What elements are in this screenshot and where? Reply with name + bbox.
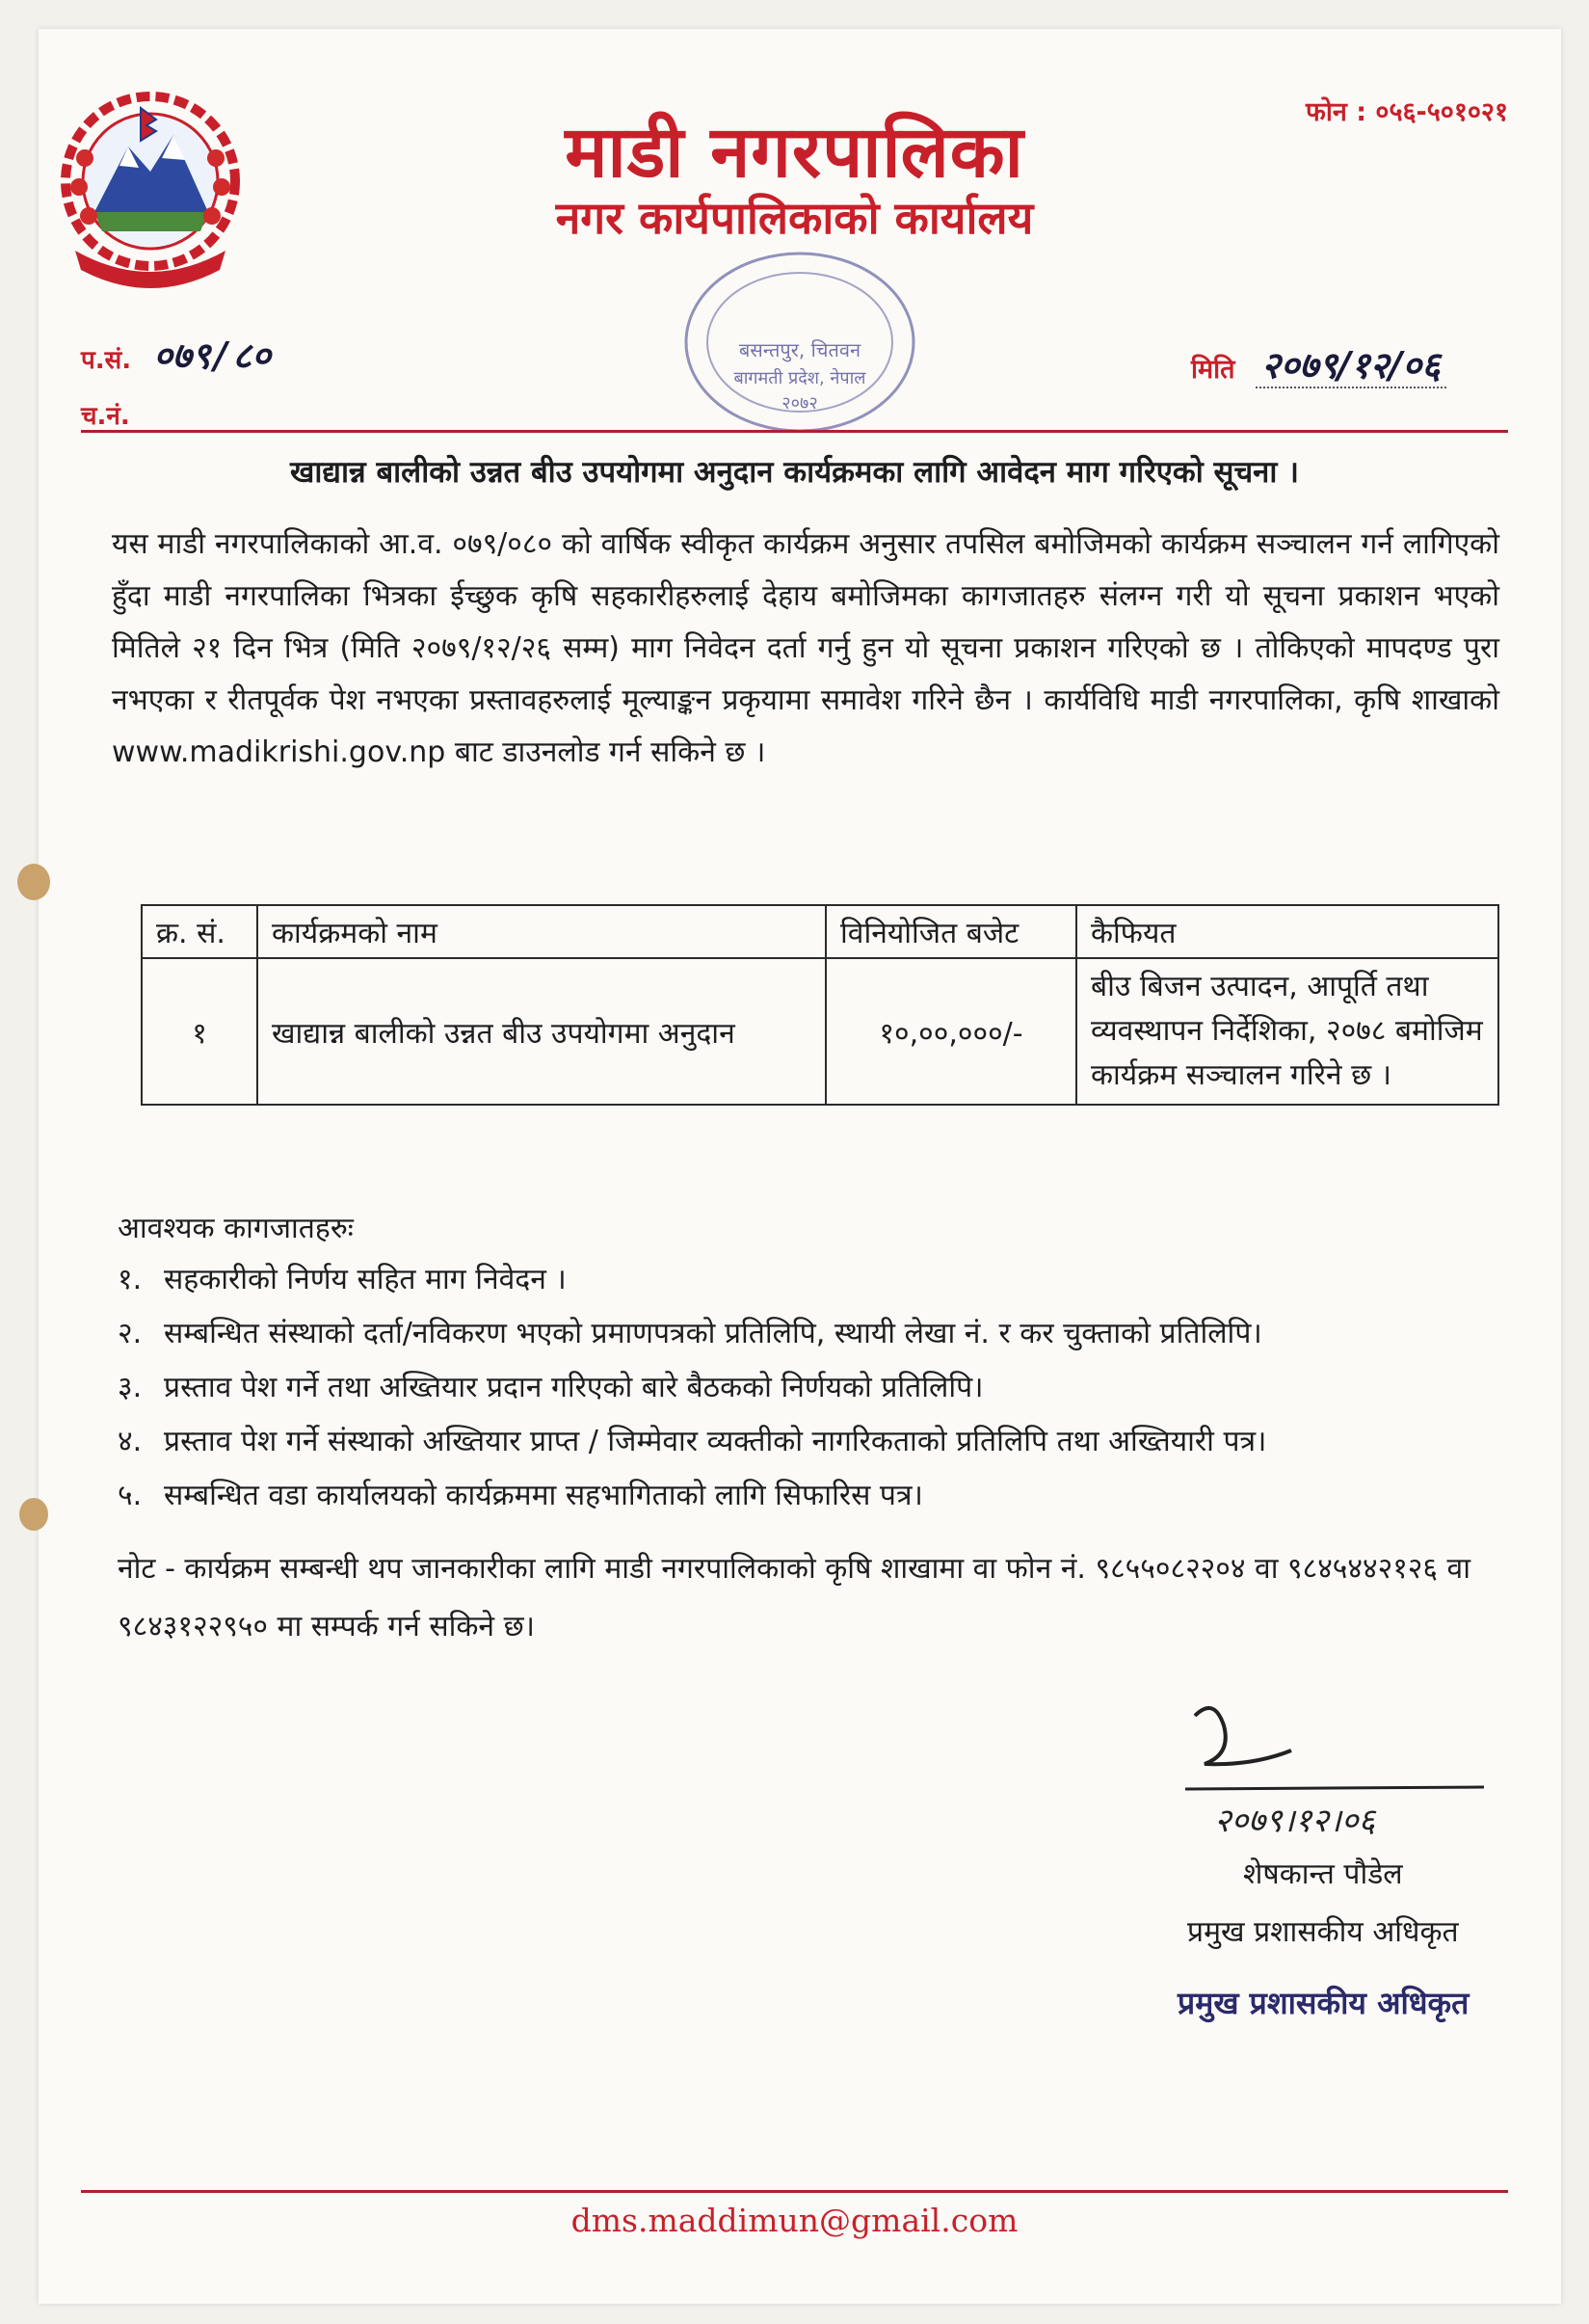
- col-serial: क्र. सं.: [142, 905, 257, 958]
- cell-budget: १०,००,०००/-: [826, 958, 1076, 1105]
- date-value: २०७९/१२/०६: [1256, 344, 1446, 388]
- phone-line: [1306, 93, 1508, 128]
- table-row: [142, 958, 1498, 1105]
- col-program-name: कार्यक्रमको नाम: [257, 905, 826, 958]
- item-number: ३.: [118, 1371, 143, 1404]
- phone-label: फोन :: [1306, 97, 1367, 127]
- list-item: [118, 1469, 1505, 1523]
- notice-subject: खाद्यान्न बालीको उन्नत बीउ उपयोगमा अनुदान कार्यक्रमका लागि आवेदन माग गरिएको सूचना ।: [290, 455, 1299, 490]
- punch-hole-mark: [17, 864, 50, 900]
- footer-email: dms.maddimun@gmail.com: [570, 2202, 1019, 2239]
- item-text: सहकारीको निर्णय सहित माग निवेदन ।: [164, 1263, 567, 1296]
- reference-number: [81, 330, 271, 380]
- punch-hole-mark: [19, 1498, 48, 1531]
- list-item: [118, 1307, 1505, 1361]
- cell-serial: १: [142, 958, 257, 1105]
- dispatch-number: च.नं.: [81, 402, 130, 431]
- seal-line2: बागमती प्रदेश, नेपाल: [733, 368, 866, 388]
- seal-line1: बसन्तपुर, चितवन: [738, 338, 861, 361]
- contact-note: नोट - कार्यक्रम सम्बन्धी थप जानकारीका लागि माडी नगरपालिकाको कृषि शाखामा वा फोन नं. ९८५५०८२२०४ वा ९८४५४४२१२६ वा ९८४३१२२९५० मा सम्पर्क गर्न सकिने छ।: [118, 1552, 1470, 1643]
- office-seal-stamp-icon: [675, 241, 925, 443]
- list-item: [118, 1253, 1505, 1307]
- item-text: सम्बन्धित वडा कार्यालयको कार्यक्रममा सहभागिताको लागि सिफारिस पत्र।: [164, 1479, 923, 1512]
- ps-label: प.सं.: [81, 346, 132, 375]
- list-item: [118, 1415, 1505, 1469]
- signatory-title: प्रमुख प्रशासकीय अधिकृत: [1187, 1915, 1459, 1949]
- item-number: १.: [118, 1263, 143, 1296]
- item-number: ५.: [118, 1479, 143, 1512]
- notice-body: यस माडी नगरपालिकाको आ.व. ०७९/०८० को वार्षिक स्वीकृत कार्यक्रम अनुसार तपसिल बमोजिमको कार्यक्रम सञ्चालन गर्न लागिएको हुँदा माडी नगरपालिका भित्रका ईच्छुक कृषि सहकारीहरुलाई देहाय बमोजिमका कागजातहरु संलग्न गरी यो सूचना प्रकाशन भएको मितिले २१ दिन भित्र (मिति २०७९/१२/२६ सम्म) माग निवेदन दर्ता गर्नु हुन यो सूचना प्रकाशन गरिएको छ । तोकिएको मापदण्ड पुरा नभएका र रीतपूर्वक पेश नभएका प्रस्तावहरुलाई मूल्याङ्कन प्रकृयामा समावेश गरिने छैन । कार्यविधि माडी नगरपालिका, कृषि शाखाको www.madikrishi.gov.np बाट डाउनलोड गर्न सकिने छ ।: [112, 527, 1499, 769]
- cell-program-name: खाद्यान्न बालीको उन्नत बीउ उपयोगमा अनुदान: [257, 958, 826, 1105]
- handwritten-signature-icon: [1176, 1696, 1494, 1851]
- letter-date: [1191, 339, 1446, 389]
- designation-stamp: प्रमुख प्रशासकीय अधिकृत: [1178, 1985, 1470, 2021]
- office-name: माडी नगरपालिका: [565, 111, 1024, 194]
- item-text: सम्बन्धित संस्थाको दर्ता/नविकरण भएको प्रमाणपत्रको प्रतिलिपि, स्थायी लेखा नं. र कर चुक्ताको प्रतिलिपि।: [164, 1317, 1262, 1350]
- signatory-name: शेषकान्त पौडेल: [1243, 1857, 1403, 1891]
- signature-date: २०७९।१२।०६: [1214, 1802, 1376, 1840]
- date-label: मिति: [1191, 355, 1235, 385]
- documents-list: [118, 1253, 1505, 1523]
- documents-title: आवश्यक कागजातहरुः: [118, 1212, 354, 1245]
- program-table: [141, 904, 1499, 1106]
- col-budget: विनियोजित बजेट: [826, 905, 1076, 958]
- ps-value: ०७९/८०: [153, 334, 271, 377]
- office-subtitle: नगर कार्यपालिकाको कार्यालय: [555, 192, 1034, 244]
- header-divider: [81, 430, 1508, 433]
- footer-divider: [81, 2190, 1508, 2193]
- phone-number: ०५६-५०१०२१: [1375, 97, 1508, 127]
- item-number: ४.: [118, 1425, 143, 1458]
- seal-line3: २०७२: [781, 393, 818, 414]
- cell-remarks: बीउ बिजन उत्पादन, आपूर्ति तथा व्यवस्थापन निर्देशिका, २०७८ बमोजिम कार्यक्रम सञ्चालन गरिने छ ।: [1076, 958, 1498, 1105]
- item-text: प्रस्ताव पेश गर्ने संस्थाको अख्तियार प्राप्त / जिम्मेवार व्यक्तीको नागरिकताको प्रतिलिपि तथा अख्तियारी पत्र।: [164, 1425, 1267, 1458]
- table-header-row: [142, 905, 1498, 958]
- list-item: [118, 1361, 1505, 1415]
- item-number: २.: [118, 1317, 143, 1350]
- item-text: प्रस्ताव पेश गर्ने तथा अख्तियार प्रदान गरिएको बारे बैठकको निर्णयको प्रतिलिपि।: [164, 1371, 984, 1404]
- col-remarks: कैफियत: [1076, 905, 1498, 958]
